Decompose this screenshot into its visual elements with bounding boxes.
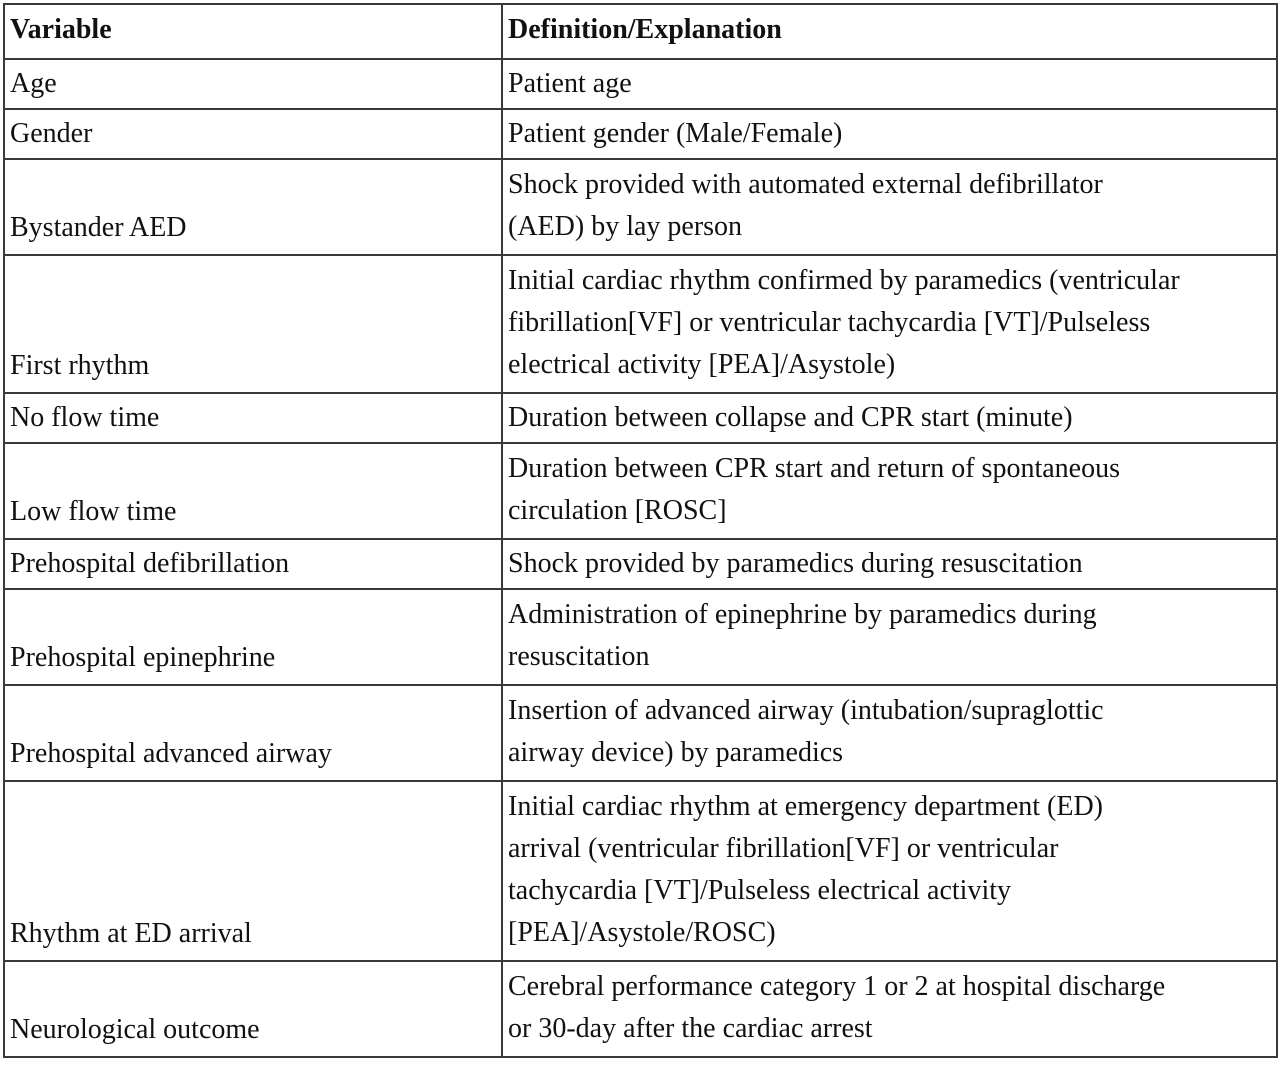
definition-cell [502,685,1277,781]
table-row [4,109,1277,159]
definition-cell [502,539,1277,589]
table-row [4,539,1277,589]
header-row [4,4,1277,59]
variable-cell: Prehospital epinephrine [4,589,502,685]
definition-line: Patient gender (Male/Female) [508,118,843,149]
definition-cell [502,443,1277,539]
definition-line: Patient age [508,68,632,99]
definition-line: (AED) by lay person [508,211,743,242]
table-row [4,589,1277,685]
definition-line: Administration of epinephrine by paramedics during [508,599,1097,630]
table-row [4,443,1277,539]
definition-line: Duration between CPR start and return of spontaneous [508,453,1120,484]
definition-cell [502,255,1277,393]
definition-cell [502,781,1277,961]
variable-cell: Rhythm at ED arrival [4,781,502,961]
variable-cell: Age [4,59,502,109]
definition-cell [502,109,1277,159]
variable-cell: Neurological outcome [4,961,502,1057]
definition-line: Cerebral performance category 1 or 2 at hospital discharge [508,971,1166,1002]
table-row [4,255,1277,393]
variable-cell: Prehospital defibrillation [4,539,502,589]
definition-line: arrival (ventricular fibrillation[VF] or ventricular [508,833,1059,864]
variable-cell: Bystander AED [4,159,502,255]
definition-line: Initial cardiac rhythm confirmed by paramedics (ventricular [508,265,1180,296]
variable-cell: Low flow time [4,443,502,539]
header-definition: Definition/Explanation [502,4,1277,59]
definition-line: circulation [ROSC] [508,495,727,526]
variable-cell: Gender [4,109,502,159]
definition-line: Insertion of advanced airway (intubation/supraglottic [508,695,1104,726]
definition-line: fibrillation[VF] or ventricular tachycardia [VT]/Pulseless [508,307,1151,338]
table-row [4,781,1277,961]
definition-line: Duration between collapse and CPR start (minute) [508,402,1073,433]
definition-cell [502,59,1277,109]
table-row [4,59,1277,109]
variables-table [3,3,1278,1058]
definition-cell [502,961,1277,1057]
definition-line: or 30-day after the cardiac arrest [508,1013,873,1044]
definition-line: resuscitation [508,641,650,672]
definition-line: tachycardia [VT]/Pulseless electrical activity [508,875,1012,906]
table-row [4,961,1277,1057]
definition-line: electrical activity [PEA]/Asystole) [508,349,896,380]
definition-line: airway device) by paramedics [508,737,844,768]
definition-line: [PEA]/Asystole/ROSC) [508,917,776,948]
variable-cell: First rhythm [4,255,502,393]
definition-line: Initial cardiac rhythm at emergency department (ED) [508,791,1103,822]
definition-cell [502,589,1277,685]
variable-cell: No flow time [4,393,502,443]
header-variable: Variable [4,4,502,59]
table-body [4,59,1277,1057]
definition-cell [502,159,1277,255]
definition-cell [502,393,1277,443]
definition-line: Shock provided with automated external defibrillator [508,169,1103,200]
definition-line: Shock provided by paramedics during resuscitation [508,548,1083,579]
variable-cell: Prehospital advanced airway [4,685,502,781]
table-row [4,393,1277,443]
table-row [4,159,1277,255]
table-row [4,685,1277,781]
